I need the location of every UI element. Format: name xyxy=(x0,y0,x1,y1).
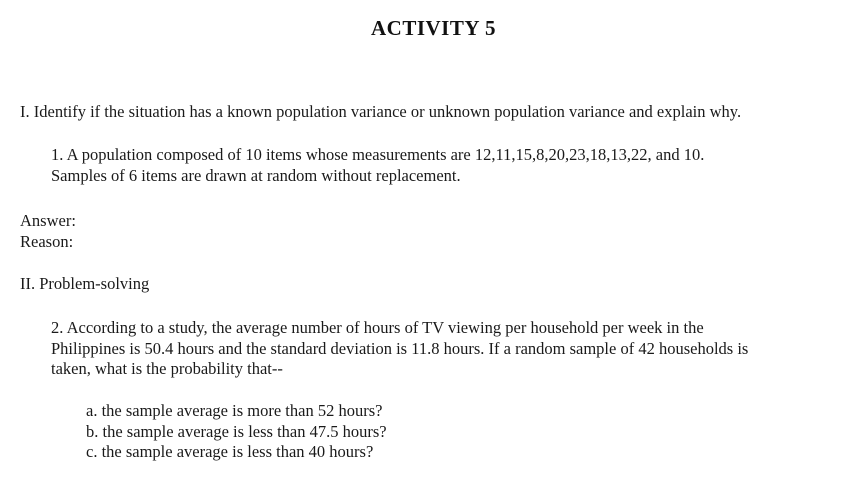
sub-question-a: a. the sample average is more than 52 hours? xyxy=(86,401,383,420)
part1-heading: I. Identify if the situation has a known population variance or unknown population variance and explain why. xyxy=(20,102,742,121)
question-1 xyxy=(51,145,704,186)
answer-label: Answer: xyxy=(20,211,76,230)
question-1-line-1: 1. A population composed of 10 items whose measurements are 12,11,15,8,20,23,18,13,22, and 10. xyxy=(51,145,705,164)
sub-question-b: b. the sample average is less than 47.5 hours? xyxy=(86,421,387,441)
sub-question-c: c. the sample average is less than 40 hours? xyxy=(86,442,374,461)
sub-questions xyxy=(86,401,387,463)
question-1-line-2: Samples of 6 items are drawn at random without replacement. xyxy=(51,165,461,185)
question-2-line-3: taken, what is the probability that-- xyxy=(51,359,283,378)
question-2-line-1: 2. According to a study, the average number of hours of TV viewing per household per week in the xyxy=(51,318,704,337)
question-2 xyxy=(51,318,748,380)
page-title: ACTIVITY 5 xyxy=(371,16,496,40)
question-2-line-2: Philippines is 50.4 hours and the standard deviation is 11.8 hours. If a random sample of 42 households is xyxy=(51,338,749,358)
reason-label: Reason: xyxy=(20,232,74,251)
part2-heading: II. Problem-solving xyxy=(20,274,150,293)
